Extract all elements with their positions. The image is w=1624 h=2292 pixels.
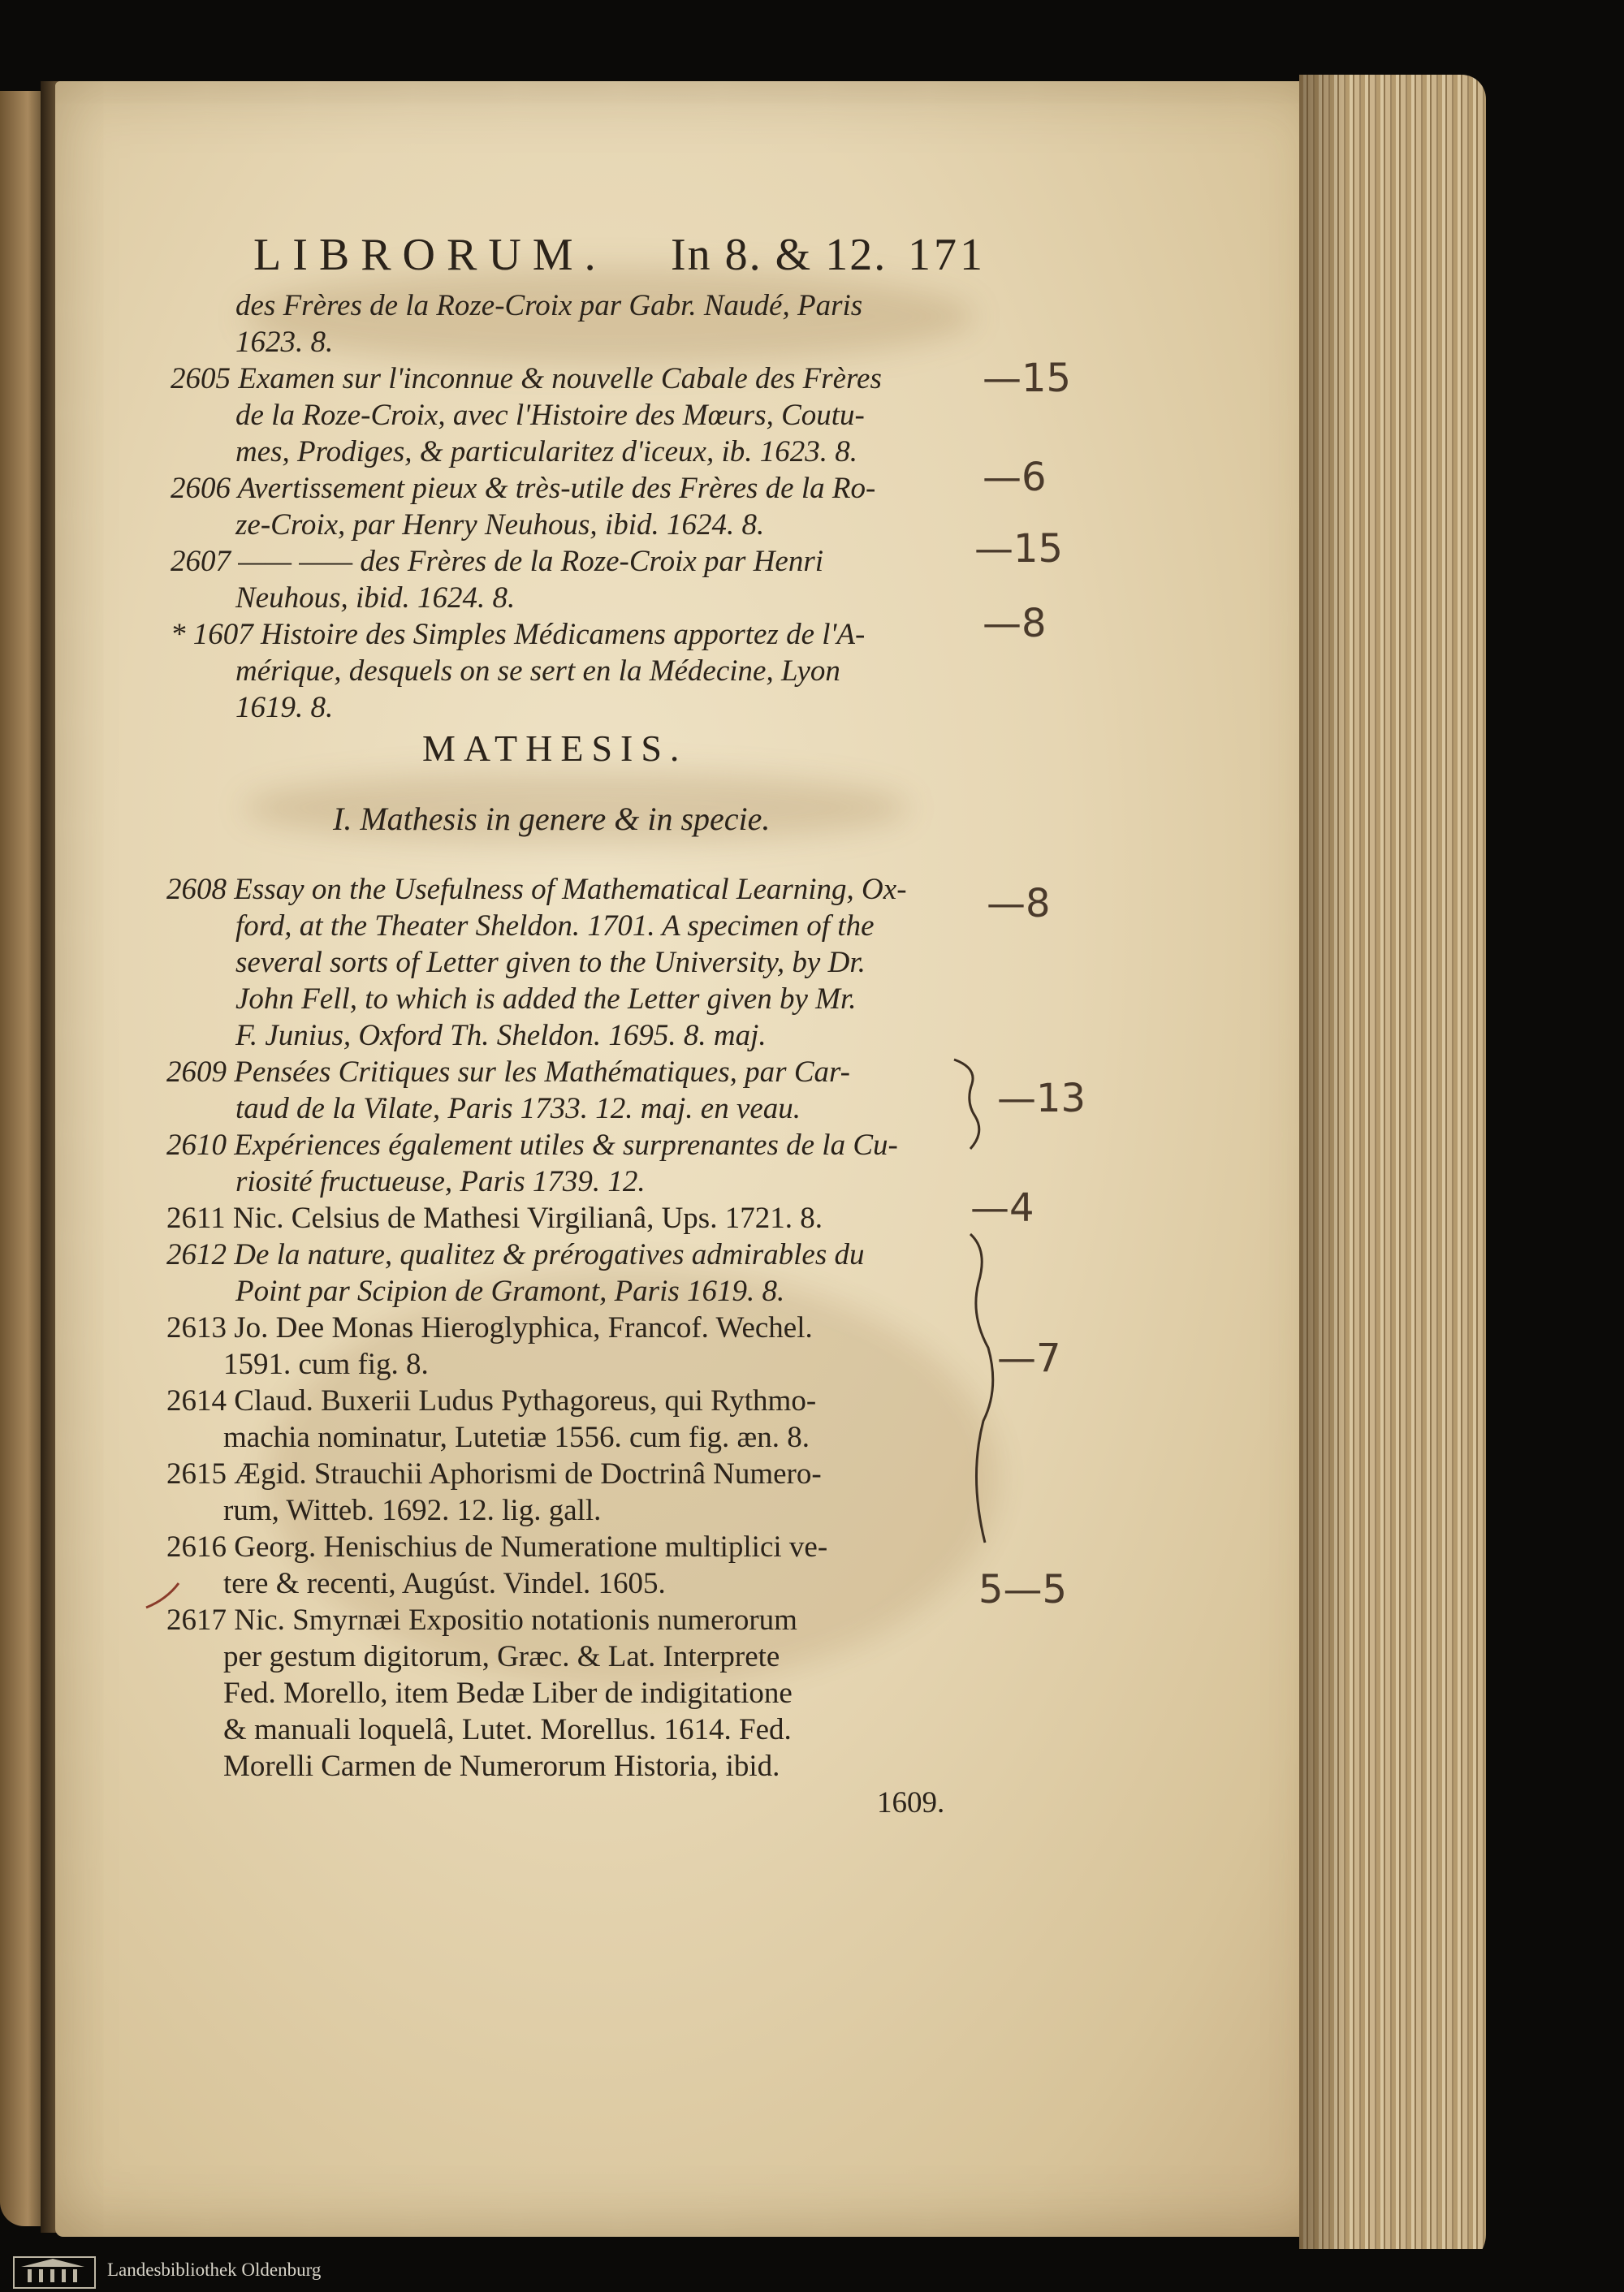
entry-line: riosité fructueuse, Paris 1739. 12.	[235, 1165, 646, 1198]
entry-line: machia nominatur, Lutetiæ 1556. cum fig. æn. 8.	[223, 1421, 810, 1454]
entry-line: several sorts of Letter given to the University, by Dr.	[235, 946, 866, 979]
entry-line: 2613 Jo. Dee Monas Hieroglyphica, Francof. Wechel.	[166, 1311, 813, 1345]
running-head-format: In 8. & 12.	[671, 230, 888, 280]
margin-note: —8	[983, 601, 1047, 646]
entry-line: des Frères de la Roze-Croix par Gabr. Naudé, Paris	[235, 289, 863, 322]
entry-line: 2609 Pensées Critiques sur les Mathématiques, par Car-	[166, 1055, 850, 1089]
entry-line: & manuali loquelâ, Lutet. Morellus. 1614. Fed.	[223, 1713, 792, 1746]
entry-line: ze-Croix, par Henry Neuhous, ibid. 1624. 8.	[235, 508, 765, 542]
margin-note: —4	[970, 1185, 1034, 1231]
entry-line: per gestum digitorum, Græc. & Lat. Interprete	[223, 1640, 780, 1673]
entry-line: ford, at the Theater Sheldon. 1701. A specimen of the	[235, 909, 875, 943]
entry-line: 1623. 8.	[235, 326, 334, 359]
entry-line: mes, Prodiges, & particularitez d'iceux, ib. 1623. 8.	[235, 435, 857, 468]
margin-note: —15	[974, 526, 1064, 572]
entry-line: 2606 Avertissement pieux & très-utile des Frères de la Ro-	[171, 472, 876, 505]
entry-line: 2617 Nic. Smyrnæi Expositio notationis numerorum	[166, 1604, 797, 1637]
entry-line: rum, Witteb. 1692. 12. lig. gall.	[223, 1494, 602, 1527]
entry-line: Morelli Carmen de Numerorum Historia, ibid.	[223, 1750, 780, 1783]
entry-line: Neuhous, ibid. 1624. 8.	[235, 581, 516, 615]
entry-line: mérique, desquels on se sert en la Médecine, Lyon	[235, 654, 840, 688]
entry-line: 2614 Claud. Buxerii Ludus Pythagoreus, qui Rythmo-	[166, 1384, 817, 1418]
library-logo-roof	[21, 2259, 84, 2267]
entry-line: 1609.	[877, 1786, 945, 1819]
margin-note: —15	[983, 356, 1072, 401]
margin-note: —8	[987, 881, 1051, 926]
entry-line: 2616 Georg. Henischius de Numeratione multiplici ve-	[166, 1530, 828, 1564]
entry-line: 2615 Ægid. Strauchii Aphorismi de Doctrinâ Numero-	[166, 1457, 822, 1491]
margin-note: 5—5	[978, 1567, 1068, 1612]
entry-line: 2608 Essay on the Usefulness of Mathematical Learning, Ox-	[166, 873, 907, 906]
page-number: 171	[908, 230, 986, 280]
entry-line: taud de la Vilate, Paris 1733. 12. maj. en veau.	[235, 1092, 801, 1125]
library-name: Landesbibliothek Oldenburg	[107, 2260, 322, 2280]
margin-note: —13	[997, 1076, 1086, 1121]
entry-line: John Fell, to which is added the Letter given by Mr.	[235, 982, 857, 1016]
entry-line: 2610 Expériences également utiles & surprenantes de la Cu-	[166, 1129, 898, 1162]
entry-line: * 1607 Histoire des Simples Médicamens apportez de l'A-	[171, 618, 866, 651]
entry-line: 2612 De la nature, qualitez & prérogatives admirables du	[166, 1238, 865, 1271]
entry-line: 2607 —— —— des Frères de la Roze-Croix par Henri	[171, 545, 824, 578]
entry-line: 1591. cum fig. 8.	[223, 1348, 429, 1381]
running-head-title: LIBRORUM.	[253, 230, 607, 280]
subsection-title: I. Mathesis in genere & in specie.	[333, 801, 771, 837]
section-title: MATHESIS.	[422, 727, 688, 769]
entry-line: Point par Scipion de Gramont, Paris 1619. 8.	[235, 1275, 785, 1308]
entry-line: tere & recenti, Augúst. Vindel. 1605.	[223, 1567, 666, 1600]
margin-note: —7	[997, 1336, 1061, 1381]
entry-line: 1619. 8.	[235, 691, 334, 724]
entry-line: Fed. Morello, item Bedæ Liber de indigitatione	[223, 1677, 793, 1710]
margin-note: —6	[983, 455, 1047, 500]
entry-line: de la Roze-Croix, avec l'Histoire des Mœurs, Coutu-	[235, 399, 865, 432]
entry-line: F. Junius, Oxford Th. Sheldon. 1695. 8. maj.	[235, 1019, 767, 1052]
entry-line: 2605 Examen sur l'inconnue & nouvelle Cabale des Frères	[171, 362, 882, 395]
entry-line: 2611 Nic. Celsius de Mathesi Virgilianâ, Ups. 1721. 8.	[166, 1202, 823, 1235]
